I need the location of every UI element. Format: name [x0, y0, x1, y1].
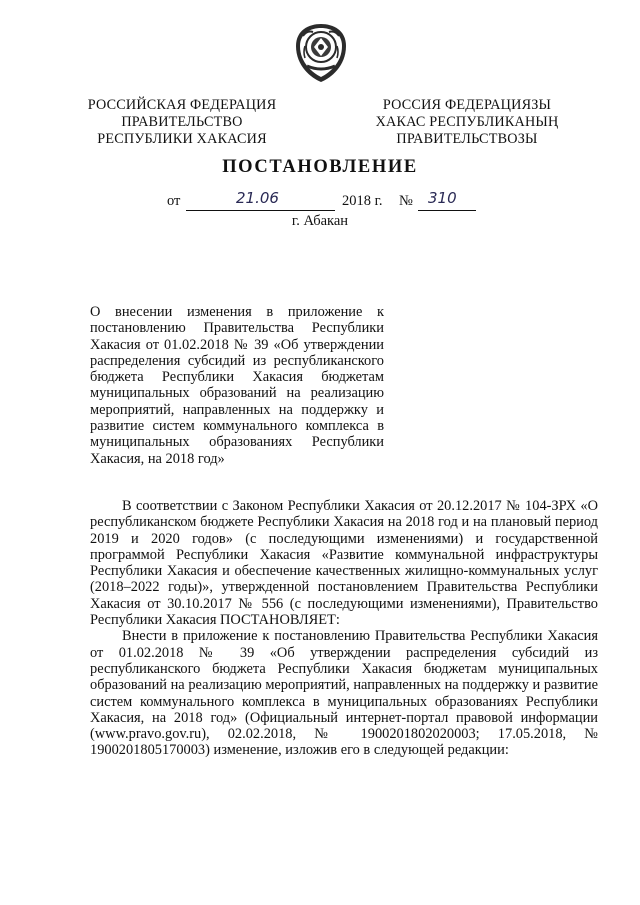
header-russian: [72, 97, 292, 148]
city: г. Абакан: [291, 213, 349, 229]
year-text: 2018 г.: [342, 193, 383, 209]
header-right-line-1: РОССИЯ ФЕДЕРАЦИЯЗЫ: [382, 97, 552, 113]
coat-of-arms: [293, 22, 349, 84]
header-right-line-2: ХАКАС РЕСПУБЛИКАНЫҢ: [375, 114, 559, 130]
date-number-line: [0, 189, 640, 213]
khakassia-coat-of-arms-icon: [293, 22, 349, 84]
header-left-line-3: РЕСПУБЛИКИ ХАКАСИЯ: [97, 131, 267, 147]
document-title: ПОСТАНОВЛЕНИЕ: [222, 157, 418, 177]
header-khakas: [352, 97, 582, 148]
header-left-line-2: ПРАВИТЕЛЬСТВО: [121, 114, 243, 130]
date-handwritten: 21.06: [236, 189, 279, 207]
number-prefix: №: [399, 193, 413, 209]
body-text: [90, 498, 598, 759]
subject-block: О внесении изменения в приложение к постановлению Правительства Республики Хакасия от 01.02.2018 № 39 «Об утверждении распределения субсидий из республиканского бюджета Республики Хакасия бюджетам муниципальных образований на реализацию мероприятий, направленных на поддержку и развитие систем коммунального комплекса в муниципальных образованиях Республики Хакасия, на 2018 год»: [90, 304, 384, 467]
number-handwritten: 310: [428, 189, 457, 207]
date-prefix: от: [167, 193, 181, 209]
body-paragraph-2: Внести в приложение к постановлению Правительства Республики Хакасия от 01.02.2018 № 39 «Об утверждении распределения субсидий из республиканского бюджета Республики Хакасия бюджетам муниципальных образований на реализацию мероприятий, направленных на поддержку и развитие систем коммунального комплекса в муниципальных образованиях Республики Хакасия, на 2018 год» (Официальный интернет-портал правовой информации (www.pravo.gov.ru), 02.02.2018, № 1900201802020003; 17.05.2018, № 1900201805170003) изменение, изложив его в следующей редакции:: [90, 628, 598, 759]
header-right-line-3: ПРАВИТЕЛЬСТВОЗЫ: [396, 131, 538, 147]
body-paragraph-1: В соответствии с Законом Республики Хакасия от 20.12.2017 № 104-ЗРХ «О республиканском бюджете Республики Хакасия на 2018 год и на плановый период 2019 и 2020 годов» (с последующими изменениями) и государственной программой Республики Хакасия «Развитие коммунальной инфраструктуры Республики Хакасия и обеспечение качественных жилищно-коммунальных услуг (2018–2022 годы)», утвержденной постановлением Правительства Республики Хакасия от 30.10.2017 № 556 (с последующими изменениями), Правительство Республики Хакасия ПОСТАНОВЛЯЕТ:: [90, 498, 598, 629]
header-left-line-1: РОССИЙСКАЯ ФЕДЕРАЦИЯ: [87, 97, 277, 113]
